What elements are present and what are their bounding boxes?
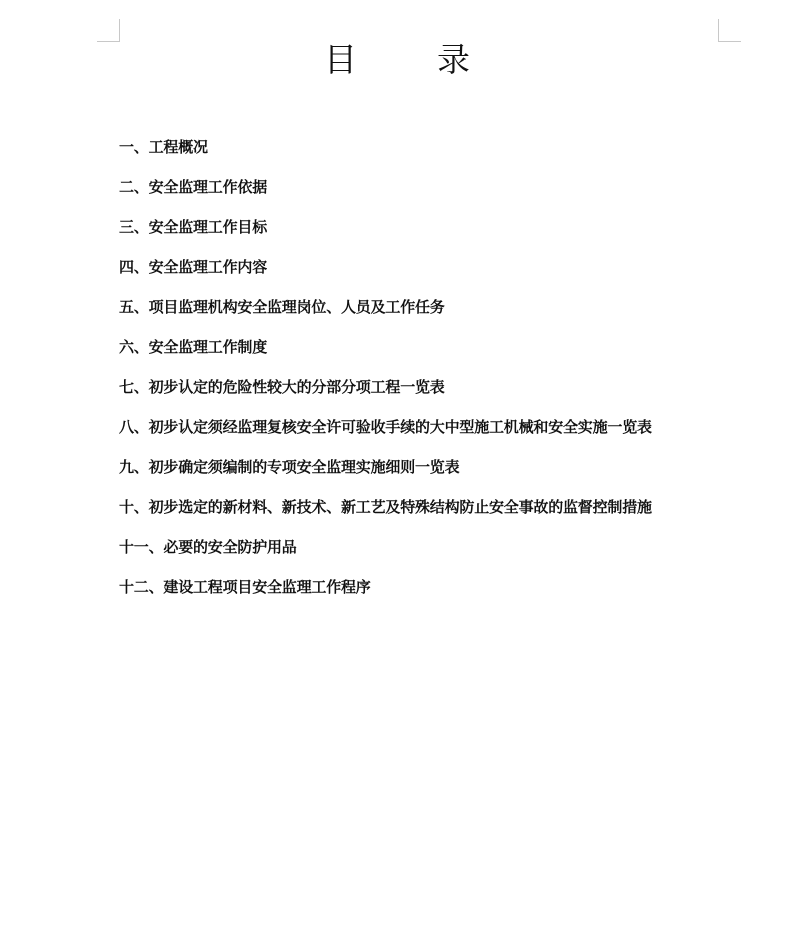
toc-item: 十二、建设工程项目安全监理工作程序 (119, 578, 371, 596)
title-char-1: 目 (324, 40, 357, 79)
toc-item: 四、安全监理工作内容 (119, 258, 268, 276)
toc-item: 六、安全监理工作制度 (119, 338, 268, 356)
toc-item: 二、安全监理工作依据 (119, 178, 268, 196)
toc-item: 三、安全监理工作目标 (119, 218, 268, 236)
title-char-2: 录 (437, 40, 470, 79)
page-title (0, 38, 794, 82)
toc-item: 九、初步确定须编制的专项安全监理实施细则一览表 (119, 458, 460, 476)
toc-item: 十、初步选定的新材料、新技术、新工艺及特殊结构防止安全事故的监督控制措施 (119, 498, 652, 516)
toc-item: 七、初步认定的危险性较大的分部分项工程一览表 (119, 378, 445, 396)
toc-item: 八、初步认定须经监理复核安全许可验收手续的大中型施工机械和安全实施一览表 (119, 418, 652, 436)
toc-item: 十一、必要的安全防护用品 (119, 538, 297, 556)
toc-item: 五、项目监理机构安全监理岗位、人员及工作任务 (119, 298, 445, 316)
table-of-contents (119, 134, 719, 614)
toc-item: 一、工程概况 (119, 138, 208, 156)
